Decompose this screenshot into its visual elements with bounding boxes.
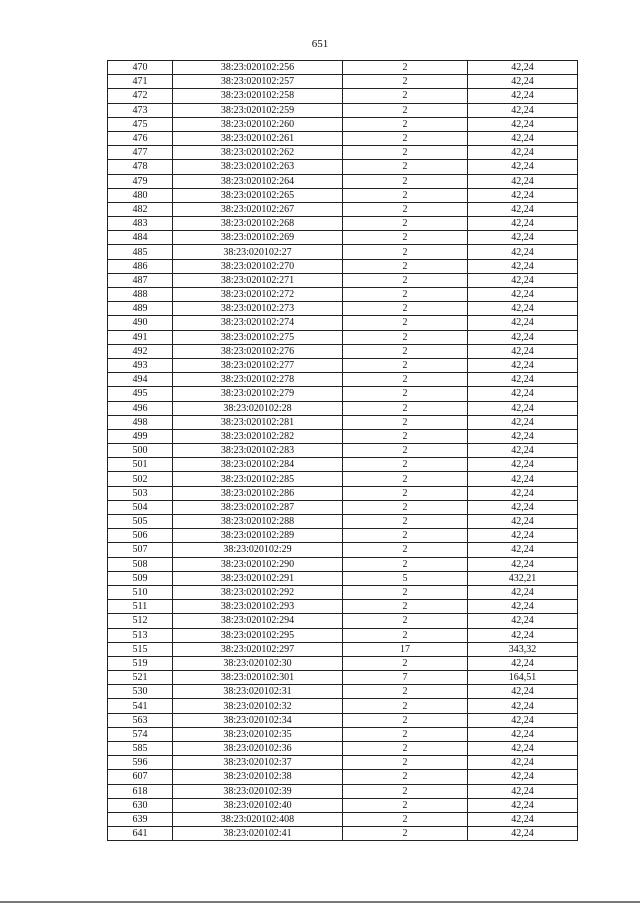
value-cell: 42,24 [468, 628, 578, 642]
cadastral-number-cell: 38:23:020102:272 [173, 288, 343, 302]
value-cell: 42,24 [468, 486, 578, 500]
count-cell: 2 [343, 713, 468, 727]
value-cell: 42,24 [468, 415, 578, 429]
value-cell: 42,24 [468, 472, 578, 486]
value-cell: 42,24 [468, 727, 578, 741]
registry-table-body [108, 61, 578, 841]
table-row [108, 756, 578, 770]
row-number-cell: 641 [108, 827, 173, 841]
row-number-cell: 495 [108, 387, 173, 401]
cadastral-number-cell: 38:23:020102:408 [173, 812, 343, 826]
value-cell: 42,24 [468, 827, 578, 841]
table-row [108, 671, 578, 685]
count-cell: 2 [343, 273, 468, 287]
count-cell: 2 [343, 202, 468, 216]
cadastral-number-cell: 38:23:020102:38 [173, 770, 343, 784]
cadastral-number-cell: 38:23:020102:35 [173, 727, 343, 741]
count-cell: 2 [343, 699, 468, 713]
table-row [108, 585, 578, 599]
count-cell: 2 [343, 174, 468, 188]
row-number-cell: 513 [108, 628, 173, 642]
value-cell: 42,24 [468, 288, 578, 302]
cadastral-number-cell: 38:23:020102:31 [173, 685, 343, 699]
row-number-cell: 480 [108, 188, 173, 202]
page-number: 651 [311, 38, 329, 50]
count-cell: 2 [343, 600, 468, 614]
row-number-cell: 472 [108, 89, 173, 103]
row-number-cell: 508 [108, 557, 173, 571]
count-cell: 7 [343, 671, 468, 685]
count-cell: 2 [343, 231, 468, 245]
cadastral-number-cell: 38:23:020102:293 [173, 600, 343, 614]
table-row [108, 387, 578, 401]
table-row [108, 330, 578, 344]
value-cell: 42,24 [468, 330, 578, 344]
row-number-cell: 483 [108, 217, 173, 231]
cadastral-number-cell: 38:23:020102:268 [173, 217, 343, 231]
value-cell: 42,24 [468, 515, 578, 529]
row-number-cell: 519 [108, 656, 173, 670]
count-cell: 2 [343, 628, 468, 642]
table-row [108, 557, 578, 571]
count-cell: 5 [343, 571, 468, 585]
table-row [108, 259, 578, 273]
value-cell: 42,24 [468, 699, 578, 713]
table-row [108, 415, 578, 429]
value-cell: 164,51 [468, 671, 578, 685]
row-number-cell: 607 [108, 770, 173, 784]
value-cell: 42,24 [468, 770, 578, 784]
cadastral-number-cell: 38:23:020102:289 [173, 529, 343, 543]
row-number-cell: 475 [108, 117, 173, 131]
table-row [108, 429, 578, 443]
table-row [108, 500, 578, 514]
value-cell: 42,24 [468, 259, 578, 273]
cadastral-number-cell: 38:23:020102:29 [173, 543, 343, 557]
count-cell: 2 [343, 61, 468, 75]
table-row [108, 302, 578, 316]
cadastral-number-cell: 38:23:020102:41 [173, 827, 343, 841]
value-cell: 42,24 [468, 742, 578, 756]
count-cell: 2 [343, 259, 468, 273]
value-cell: 42,24 [468, 784, 578, 798]
row-number-cell: 509 [108, 571, 173, 585]
count-cell: 2 [343, 827, 468, 841]
value-cell: 42,24 [468, 61, 578, 75]
count-cell: 2 [343, 500, 468, 514]
count-cell: 17 [343, 642, 468, 656]
row-number-cell: 479 [108, 174, 173, 188]
table-row [108, 174, 578, 188]
row-number-cell: 630 [108, 798, 173, 812]
cadastral-number-cell: 38:23:020102:40 [173, 798, 343, 812]
count-cell: 2 [343, 160, 468, 174]
row-number-cell: 477 [108, 146, 173, 160]
value-cell: 42,24 [468, 614, 578, 628]
row-number-cell: 501 [108, 458, 173, 472]
table-row [108, 656, 578, 670]
row-number-cell: 563 [108, 713, 173, 727]
table-row [108, 444, 578, 458]
count-cell: 2 [343, 784, 468, 798]
row-number-cell: 484 [108, 231, 173, 245]
cadastral-number-cell: 38:23:020102:277 [173, 358, 343, 372]
table-row [108, 642, 578, 656]
table-row [108, 685, 578, 699]
count-cell: 2 [343, 387, 468, 401]
cadastral-number-cell: 38:23:020102:261 [173, 131, 343, 145]
count-cell: 2 [343, 288, 468, 302]
table-row [108, 231, 578, 245]
registry-table [107, 60, 578, 841]
value-cell: 42,24 [468, 160, 578, 174]
row-number-cell: 530 [108, 685, 173, 699]
row-number-cell: 515 [108, 642, 173, 656]
cadastral-number-cell: 38:23:020102:37 [173, 756, 343, 770]
table-row [108, 614, 578, 628]
row-number-cell: 507 [108, 543, 173, 557]
value-cell: 42,24 [468, 373, 578, 387]
cadastral-number-cell: 38:23:020102:290 [173, 557, 343, 571]
value-cell: 42,24 [468, 444, 578, 458]
table-row [108, 373, 578, 387]
cadastral-number-cell: 38:23:020102:292 [173, 585, 343, 599]
count-cell: 2 [343, 742, 468, 756]
table-row [108, 827, 578, 841]
row-number-cell: 506 [108, 529, 173, 543]
table-row [108, 131, 578, 145]
table-row [108, 217, 578, 231]
row-number-cell: 471 [108, 75, 173, 89]
row-number-cell: 488 [108, 288, 173, 302]
row-number-cell: 487 [108, 273, 173, 287]
cadastral-number-cell: 38:23:020102:262 [173, 146, 343, 160]
cadastral-number-cell: 38:23:020102:265 [173, 188, 343, 202]
cadastral-number-cell: 38:23:020102:263 [173, 160, 343, 174]
count-cell: 2 [343, 472, 468, 486]
cadastral-number-cell: 38:23:020102:36 [173, 742, 343, 756]
cadastral-number-cell: 38:23:020102:32 [173, 699, 343, 713]
row-number-cell: 521 [108, 671, 173, 685]
count-cell: 2 [343, 458, 468, 472]
table-row [108, 784, 578, 798]
value-cell: 432,21 [468, 571, 578, 585]
value-cell: 42,24 [468, 316, 578, 330]
count-cell: 2 [343, 117, 468, 131]
row-number-cell: 476 [108, 131, 173, 145]
table-row [108, 202, 578, 216]
table-row [108, 742, 578, 756]
cadastral-number-cell: 38:23:020102:34 [173, 713, 343, 727]
count-cell: 2 [343, 515, 468, 529]
count-cell: 2 [343, 614, 468, 628]
value-cell: 42,24 [468, 713, 578, 727]
value-cell: 42,24 [468, 812, 578, 826]
value-cell: 343,32 [468, 642, 578, 656]
value-cell: 42,24 [468, 756, 578, 770]
cadastral-number-cell: 38:23:020102:275 [173, 330, 343, 344]
table-row [108, 529, 578, 543]
value-cell: 42,24 [468, 458, 578, 472]
count-cell: 2 [343, 330, 468, 344]
row-number-cell: 478 [108, 160, 173, 174]
cadastral-number-cell: 38:23:020102:273 [173, 302, 343, 316]
row-number-cell: 486 [108, 259, 173, 273]
cadastral-number-cell: 38:23:020102:291 [173, 571, 343, 585]
cadastral-number-cell: 38:23:020102:282 [173, 429, 343, 443]
cadastral-number-cell: 38:23:020102:274 [173, 316, 343, 330]
value-cell: 42,24 [468, 231, 578, 245]
table-row [108, 515, 578, 529]
table-row [108, 358, 578, 372]
cadastral-number-cell: 38:23:020102:28 [173, 401, 343, 415]
count-cell: 2 [343, 358, 468, 372]
count-cell: 2 [343, 373, 468, 387]
table-row [108, 188, 578, 202]
row-number-cell: 510 [108, 585, 173, 599]
row-number-cell: 511 [108, 600, 173, 614]
value-cell: 42,24 [468, 174, 578, 188]
count-cell: 2 [343, 770, 468, 784]
value-cell: 42,24 [468, 585, 578, 599]
count-cell: 2 [343, 103, 468, 117]
count-cell: 2 [343, 217, 468, 231]
count-cell: 2 [343, 146, 468, 160]
cadastral-number-cell: 38:23:020102:267 [173, 202, 343, 216]
table-row [108, 273, 578, 287]
cadastral-number-cell: 38:23:020102:264 [173, 174, 343, 188]
row-number-cell: 498 [108, 415, 173, 429]
value-cell: 42,24 [468, 103, 578, 117]
value-cell: 42,24 [468, 146, 578, 160]
value-cell: 42,24 [468, 75, 578, 89]
row-number-cell: 492 [108, 344, 173, 358]
cadastral-number-cell: 38:23:020102:279 [173, 387, 343, 401]
cadastral-number-cell: 38:23:020102:270 [173, 259, 343, 273]
cadastral-number-cell: 38:23:020102:260 [173, 117, 343, 131]
table-row [108, 727, 578, 741]
table-row [108, 89, 578, 103]
row-number-cell: 491 [108, 330, 173, 344]
row-number-cell: 473 [108, 103, 173, 117]
value-cell: 42,24 [468, 89, 578, 103]
cadastral-number-cell: 38:23:020102:39 [173, 784, 343, 798]
row-number-cell: 541 [108, 699, 173, 713]
cadastral-number-cell: 38:23:020102:288 [173, 515, 343, 529]
table-row [108, 245, 578, 259]
row-number-cell: 494 [108, 373, 173, 387]
count-cell: 2 [343, 316, 468, 330]
value-cell: 42,24 [468, 245, 578, 259]
table-row [108, 401, 578, 415]
count-cell: 2 [343, 302, 468, 316]
count-cell: 2 [343, 685, 468, 699]
table-row [108, 600, 578, 614]
scan-edge-divider [0, 901, 640, 903]
table-row [108, 812, 578, 826]
cadastral-number-cell: 38:23:020102:295 [173, 628, 343, 642]
value-cell: 42,24 [468, 117, 578, 131]
value-cell: 42,24 [468, 273, 578, 287]
value-cell: 42,24 [468, 429, 578, 443]
count-cell: 2 [343, 812, 468, 826]
count-cell: 2 [343, 529, 468, 543]
table-row [108, 288, 578, 302]
count-cell: 2 [343, 344, 468, 358]
row-number-cell: 470 [108, 61, 173, 75]
table-row [108, 458, 578, 472]
row-number-cell: 485 [108, 245, 173, 259]
value-cell: 42,24 [468, 401, 578, 415]
row-number-cell: 493 [108, 358, 173, 372]
cadastral-number-cell: 38:23:020102:294 [173, 614, 343, 628]
cadastral-number-cell: 38:23:020102:281 [173, 415, 343, 429]
row-number-cell: 585 [108, 742, 173, 756]
cadastral-number-cell: 38:23:020102:27 [173, 245, 343, 259]
table-row [108, 344, 578, 358]
table-row [108, 486, 578, 500]
count-cell: 2 [343, 444, 468, 458]
cadastral-number-cell: 38:23:020102:278 [173, 373, 343, 387]
value-cell: 42,24 [468, 358, 578, 372]
table-row [108, 713, 578, 727]
count-cell: 2 [343, 543, 468, 557]
row-number-cell: 490 [108, 316, 173, 330]
cadastral-number-cell: 38:23:020102:256 [173, 61, 343, 75]
count-cell: 2 [343, 429, 468, 443]
value-cell: 42,24 [468, 387, 578, 401]
table-row [108, 146, 578, 160]
cadastral-number-cell: 38:23:020102:287 [173, 500, 343, 514]
table-row [108, 75, 578, 89]
table-row [108, 117, 578, 131]
count-cell: 2 [343, 798, 468, 812]
row-number-cell: 502 [108, 472, 173, 486]
cadastral-number-cell: 38:23:020102:257 [173, 75, 343, 89]
count-cell: 2 [343, 557, 468, 571]
row-number-cell: 489 [108, 302, 173, 316]
cadastral-number-cell: 38:23:020102:283 [173, 444, 343, 458]
cadastral-number-cell: 38:23:020102:285 [173, 472, 343, 486]
count-cell: 2 [343, 75, 468, 89]
value-cell: 42,24 [468, 344, 578, 358]
value-cell: 42,24 [468, 500, 578, 514]
value-cell: 42,24 [468, 302, 578, 316]
table-row [108, 798, 578, 812]
cadastral-number-cell: 38:23:020102:271 [173, 273, 343, 287]
value-cell: 42,24 [468, 685, 578, 699]
value-cell: 42,24 [468, 188, 578, 202]
value-cell: 42,24 [468, 131, 578, 145]
count-cell: 2 [343, 727, 468, 741]
count-cell: 2 [343, 415, 468, 429]
row-number-cell: 618 [108, 784, 173, 798]
table-row [108, 316, 578, 330]
table-row [108, 543, 578, 557]
value-cell: 42,24 [468, 217, 578, 231]
value-cell: 42,24 [468, 529, 578, 543]
value-cell: 42,24 [468, 600, 578, 614]
count-cell: 2 [343, 756, 468, 770]
row-number-cell: 512 [108, 614, 173, 628]
count-cell: 2 [343, 245, 468, 259]
cadastral-number-cell: 38:23:020102:269 [173, 231, 343, 245]
count-cell: 2 [343, 131, 468, 145]
row-number-cell: 500 [108, 444, 173, 458]
cadastral-number-cell: 38:23:020102:284 [173, 458, 343, 472]
table-row [108, 472, 578, 486]
value-cell: 42,24 [468, 798, 578, 812]
count-cell: 2 [343, 89, 468, 103]
table-row [108, 770, 578, 784]
value-cell: 42,24 [468, 557, 578, 571]
cadastral-number-cell: 38:23:020102:258 [173, 89, 343, 103]
count-cell: 2 [343, 401, 468, 415]
row-number-cell: 574 [108, 727, 173, 741]
cadastral-number-cell: 38:23:020102:259 [173, 103, 343, 117]
table-row [108, 571, 578, 585]
table-row [108, 628, 578, 642]
value-cell: 42,24 [468, 543, 578, 557]
count-cell: 2 [343, 656, 468, 670]
row-number-cell: 505 [108, 515, 173, 529]
row-number-cell: 639 [108, 812, 173, 826]
cadastral-number-cell: 38:23:020102:30 [173, 656, 343, 670]
row-number-cell: 496 [108, 401, 173, 415]
row-number-cell: 482 [108, 202, 173, 216]
row-number-cell: 504 [108, 500, 173, 514]
table-row [108, 103, 578, 117]
row-number-cell: 499 [108, 429, 173, 443]
cadastral-number-cell: 38:23:020102:301 [173, 671, 343, 685]
count-cell: 2 [343, 585, 468, 599]
table-row [108, 160, 578, 174]
count-cell: 2 [343, 188, 468, 202]
cadastral-number-cell: 38:23:020102:276 [173, 344, 343, 358]
cadastral-number-cell: 38:23:020102:286 [173, 486, 343, 500]
value-cell: 42,24 [468, 202, 578, 216]
table-row [108, 61, 578, 75]
row-number-cell: 596 [108, 756, 173, 770]
row-number-cell: 503 [108, 486, 173, 500]
count-cell: 2 [343, 486, 468, 500]
table-row [108, 699, 578, 713]
cadastral-number-cell: 38:23:020102:297 [173, 642, 343, 656]
value-cell: 42,24 [468, 656, 578, 670]
